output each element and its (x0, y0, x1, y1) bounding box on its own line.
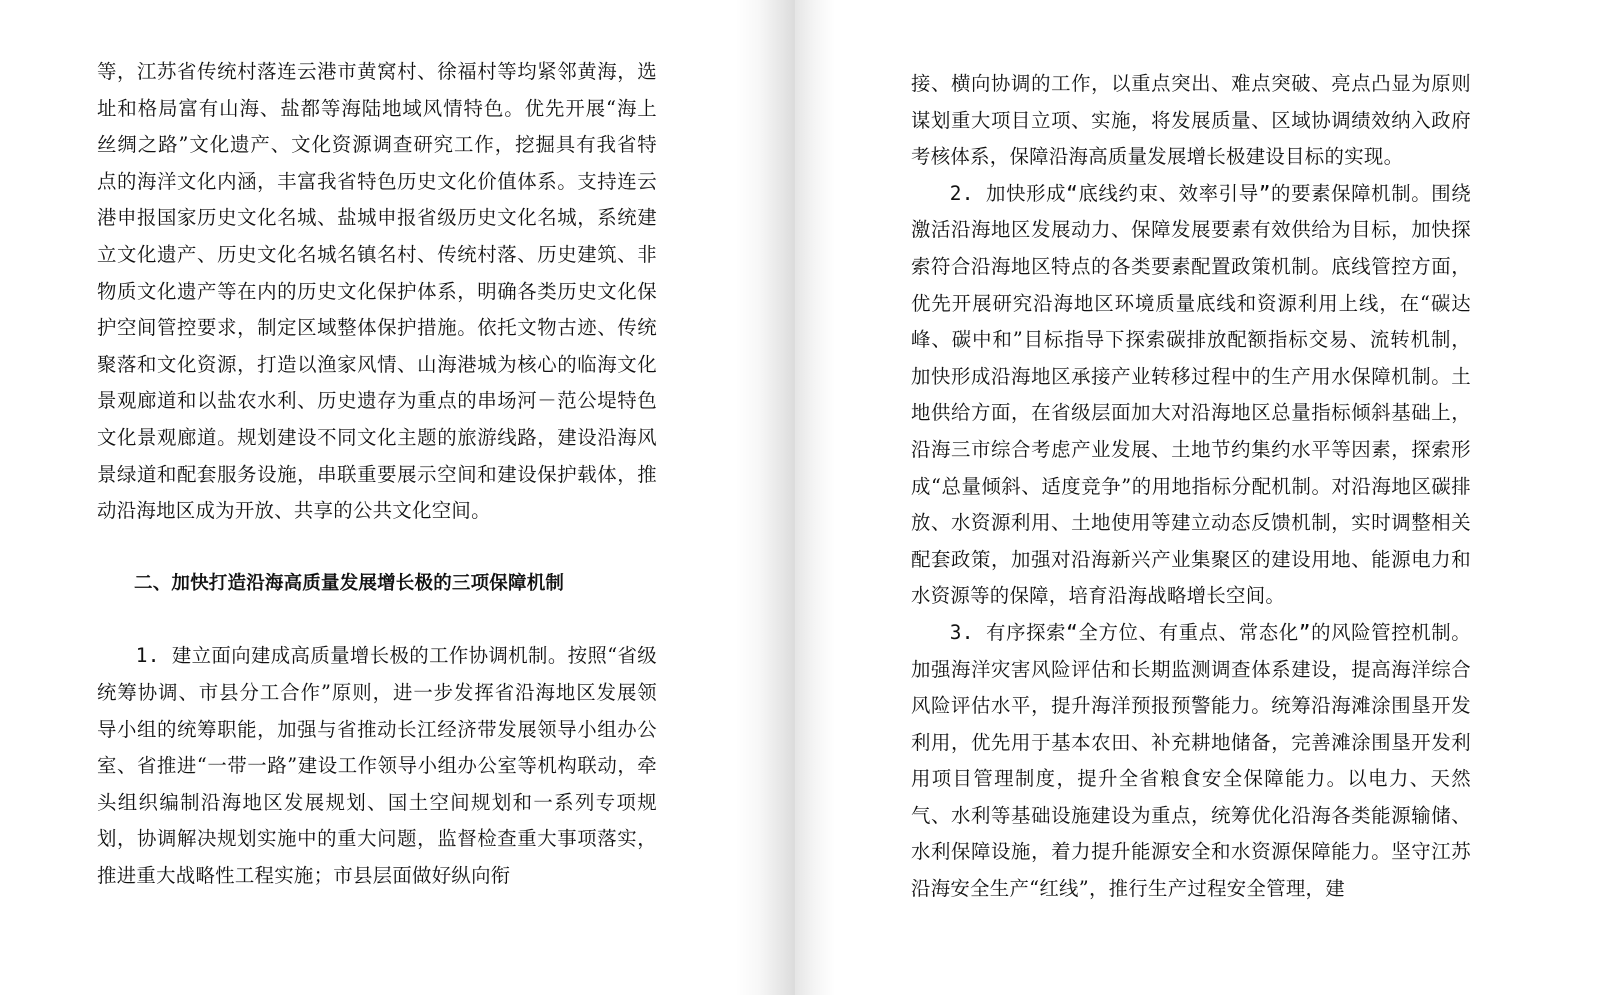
right-text-column (911, 66, 1471, 908)
item-1-body: 按照“省级统筹协调、市县分工合作”原则，进一步发挥省沿海地区发展领导小组的统筹职能，加强与省推动长江经济带发展领导小组办公室、省推进“一带一路”建设工作领导小组办公室等机构联动，牵头组织编制沿海地区发展规划、国土空间规划和一系列专项规划，协调解决规划实施中的重大问题，监督检查重大事项落实，推进重大战略性工程实施；市县层面做好纵向衔 (97, 644, 657, 887)
item-3-title: 3. 有序探索“全方位、有重点、常态化”的风险管控机制。 (949, 620, 1471, 644)
section-heading: 二、加快打造沿海高质量发展增长极的三项保障机制 (134, 572, 565, 594)
left-text-column (97, 54, 657, 894)
right-paragraph-continued: 接、横向协调的工作，以重点突出、难点突破、亮点凸显为原则谋划重大项目立项、实施，将发展质量、区域协调绩效纳入政府考核体系，保障沿海高质量发展增长极建设目标的实现。 (911, 72, 1471, 169)
item-2-title: 2. 加快形成“底线约束、效率引导”的要素保障机制。 (949, 181, 1432, 205)
left-paragraph-continued: 等，江苏省传统村落连云港市黄窝村、徐福村等均紧邻黄海，选址和格局富有山海、盐都等海陆地域风情特色。优先开展“海上丝绸之路”文化遗产、文化资源调查研究工作，挖掘具有我省特点的海洋文化内涵，丰富我省特色历史文化价值体系。支持连云港申报国家历史文化名城、盐城申报省级历史文化名城，系统建立文化遗产、历史文化名城名镇名村、传统村落、历史建筑、非物质文化遗产等在内的历史文化保护体系，明确各类历史文化保护空间管控要求，制定区域整体保护措施。依托文物古迹、传统聚落和文化资源，打造以渔家风情、山海港城为核心的临海文化景观廊道和以盐农水利、历史遗存为重点的串场河－范公堤特色文化景观廊道。规划建设不同文化主题的旅游线路，建设沿海风景绿道和配套服务设施，串联重要展示空间和建设保护载体，推动沿海地区成为开放、共享的公共文化空间。 (97, 60, 657, 523)
item-2-body: 围绕激活沿海地区发展动力、保障发展要素有效供给为目标，加快探索符合沿海地区特点的各类要素配置政策机制。底线管控方面，优先开展研究沿海地区环境质量底线和资源利用上线，在“碳达峰、碳中和”目标指导下探索碳排放配额指标交易、流转机制，加快形成沿海地区承接产业转移过程中的生产用水保障机制。土地供给方面，在省级层面加大对沿海地区总量指标倾斜基础上，沿海三市综合考虑产业发展、土地节约集约水平等因素，探索形成“总量倾斜、适度竞争”的用地指标分配机制。对沿海地区碳排放、水资源利用、土地使用等建立动态反馈机制，实时调整相关配套政策，加强对沿海新兴产业集聚区的建设用地、能源电力和水资源等的保障，培育沿海战略增长空间。 (911, 181, 1472, 608)
item-2-paragraph (911, 176, 1471, 615)
item-1-paragraph (97, 638, 657, 894)
item-3-paragraph (911, 615, 1471, 908)
item-3-body: 加强海洋灾害风险评估和长期监测调查体系建设，提高海洋综合风险评估水平，提升海洋预报预警能力。统筹沿海滩涂围垦开发利用，优先用于基本农田、补充耕地储备，完善滩涂围垦开发利用项目管理制度，提升全省粮食安全保障能力。以电力、天然气、水利等基础设施建设为重点，统筹优化沿海各类能源输储、水利保障设施，着力提升能源安全和水资源保障能力。坚守江苏沿海安全生产“红线”，推行生产过程安全管理，建 (911, 657, 1471, 901)
item-1-title: 1. 建立面向建成高质量增长极的工作协调机制。 (135, 644, 568, 668)
right-page (790, 0, 1600, 995)
left-page (0, 0, 790, 995)
